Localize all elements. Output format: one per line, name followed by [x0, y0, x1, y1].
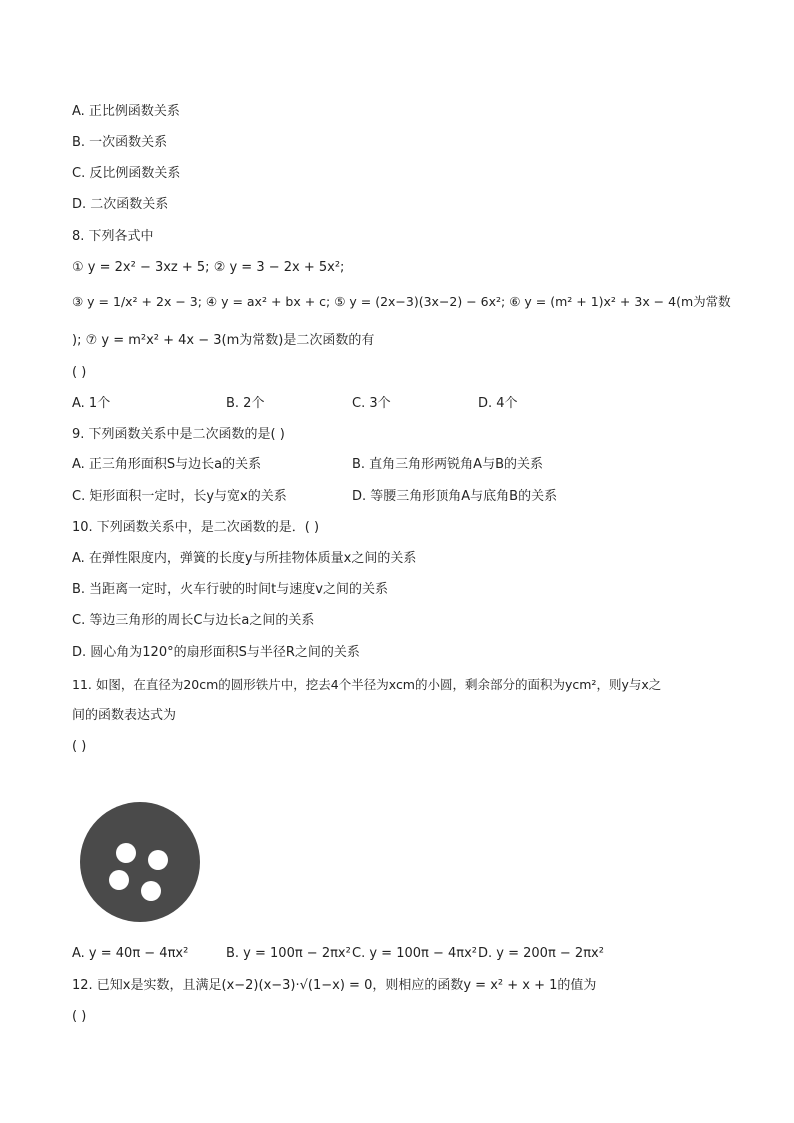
q9-option-d: D. 等腰三角形顶角A与底角B的关系: [352, 489, 558, 504]
small-hole-bottom-left: [109, 870, 129, 890]
q9-option-c: C. 矩形面积一定时，长y与宽x的关系: [72, 489, 287, 504]
q8-option-c: C. 3个: [352, 396, 391, 411]
q11-answer-blank: ( ): [72, 739, 87, 754]
q8-stem: 8. 下列各式中: [72, 229, 154, 244]
q10-option-a: A. 在弹性限度内，弹簧的长度y与所挂物体质量x之间的关系: [72, 551, 417, 566]
q8-option-a: A. 1个: [72, 396, 111, 411]
q8-formula-line-3: ); ⑦ y = m²x² + 4x − 3(m为常数)是二次函数的有: [72, 333, 375, 348]
q10-option-d: D. 圆心角为120°的扇形面积S与半径R之间的关系: [72, 645, 360, 660]
q9-stem: 9. 下列函数关系中是二次函数的是( ): [72, 427, 285, 442]
q8-answer-blank: ( ): [72, 365, 87, 380]
q7-option-a: A. 正比例函数关系: [72, 104, 180, 119]
disk-shape: [80, 802, 200, 922]
q12-stem: 12. 已知x是实数，且满足(x−2)(x−3)·√(1−x) = 0，则相应的函数y = x² + x + 1的值为: [72, 978, 597, 993]
q11-option-a: A. y = 40π − 4πx²: [72, 946, 189, 961]
q8-formula-line-1: ① y = 2x² − 3xz + 5; ② y = 3 − 2x + 5x²;: [72, 260, 345, 275]
q7-option-d: D. 二次函数关系: [72, 197, 169, 212]
q9-option-b: B. 直角三角形两锐角A与B的关系: [352, 457, 543, 472]
q8-option-d: D. 4个: [478, 396, 518, 411]
q7-option-c: C. 反比例函数关系: [72, 166, 181, 181]
q10-option-b: B. 当距离一定时，火车行驶的时间t与速度v之间的关系: [72, 582, 388, 597]
small-hole-top-left: [116, 843, 136, 863]
q8-option-b: B. 2个: [226, 396, 265, 411]
q11-option-d: D. y = 200π − 2πx²: [478, 946, 604, 961]
q10-option-c: C. 等边三角形的周长C与边长a之间的关系: [72, 613, 315, 628]
q11-stem-line-1: 11. 如图，在直径为20cm的圆形铁片中，挖去4个半径为xcm的小圆，剩余部分的面积为ycm²，则y与x之: [72, 677, 662, 692]
q11-stem-line-2: 间的函数表达式为: [72, 708, 177, 723]
q7-option-b: B. 一次函数关系: [72, 135, 168, 150]
small-hole-top-right: [148, 850, 168, 870]
perforated-disk-figure: [78, 800, 202, 924]
q11-option-c: C. y = 100π − 4πx²: [352, 946, 477, 961]
q9-option-a: A. 正三角形面积S与边长a的关系: [72, 457, 262, 472]
q12-answer-blank: ( ): [72, 1009, 87, 1024]
q11-option-b: B. y = 100π − 2πx²: [226, 946, 351, 961]
small-hole-bottom-right: [141, 881, 161, 901]
q10-stem: 10. 下列函数关系中，是二次函数的是．( ): [72, 520, 320, 535]
q8-formula-line-2: ③ y = 1/x² + 2x − 3; ④ y = ax² + bx + c; ⑤ y = (2x−3)(3x−2) − 6x²; ⑥ y = (m² + 1)x² + 3x − 4(m为常数: [72, 294, 731, 309]
